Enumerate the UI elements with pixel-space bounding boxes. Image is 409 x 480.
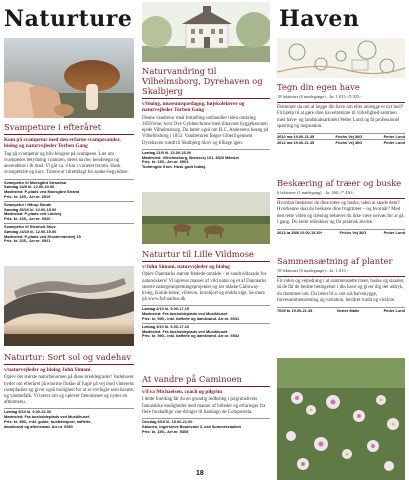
- article-subtitle: v/Eva Michaelsen, coach og pilgrim: [142, 389, 223, 395]
- article-meta: 6 lektioner (1 mødegang) – kr. 460,-/* 430,-: [277, 190, 355, 195]
- section-heading-naturture: Naturture: [4, 6, 133, 32]
- article-body: Få viden og vejledning i at sammensætte træer, buske og stauder, så de får de bedste betingelser i din have og giver dig det udtryk, du drømmer om. Du lærer bl.a. om sol/halvskygge, farvesammensætning og variation, hel/året rundt og vind/læ.: [277, 279, 405, 303]
- column-left: [4, 0, 134, 480]
- article-title: Sammensætning af planter: [277, 256, 393, 266]
- garden-plan-photo: [277, 38, 405, 78]
- article-svampeture: [4, 122, 134, 244]
- article-meta: 18 lektioner (6 mødegange) – kr. 1.015,-/5 925,-: [277, 94, 362, 99]
- article-title: Beskæring af træer og buske: [277, 178, 402, 188]
- article-body: I dette foredrag får du en grundig indføring i pilgrimslivets fantastiske muligheder med masser af billeder og erfaringer fra flere forskellige van-dringer til Santiago de Compostela.: [142, 397, 266, 415]
- course-row[interactable]: 2613 lø 28/8 10.00-15.30* Frichs Vej 36G Peder Lund: [277, 230, 405, 236]
- article-meta: 18 lektioner (6 mødegange) – kr. 1.015,-: [277, 268, 349, 273]
- article-subtitle: v/biolog, museumspædagog, højskolelærer og naturvejleder Torben Gang: [142, 101, 245, 114]
- article-body: Hvordan beskærer du dine træer og buske, uden at skade dem? Hvorhenne skal du beskære dine frugttræer – og hvornår? Med den rette viden og træning behøver du ikke være nervøs for at gå i gang. Du lærer teknikker og får praktisk øvelse.: [277, 201, 404, 225]
- article-title: Naturtur til Lille Vildmose: [142, 249, 254, 259]
- section-heading-haven: Haven: [279, 6, 360, 32]
- event-info: Svampetur til Moesgård Strandsø Søndag 24/9 kl. 12.00-15.00 Mødested: P-plads ved Moesgård Strand Pris: kr. 225,- Arr.nr. 6919 Svampetur i Hårup Sande Søndag 30/10 kl. 12.00-15.00 Mødested: P-plads ved Lindvej Pris: kr. 225,- Arr.nr. 6920 Svampetur til Stenholt Skov Søndag 24/10 kl. 12.00-15.00 Mødested: P-plads ved Klostervandvej 29 Pris: kr. 225,- Arr.nr. 6921: [4, 179, 134, 245]
- event-info: Lørdag 21/9 kl. 13.00-15.00 Mødested: Vilhelmsborg, Bedervej 101, 8320 Mårslet Pris: kr. 150,- Arr.nr. 6903 Turlængde 5 km. Husk godt fodtøj.: [142, 149, 270, 170]
- article-body: Oplev Danmarks største fredede område – et sandt eldorado for naturelskere! Vi oplever masser af vild natur og et af Danmarks største naturgenopretningsprojekter og ser måske Galloway-kvæg, Konik-heste, vildsvin, kronhjort og endda ulge. Se mere på www.fof-aarhus.dk: [142, 272, 267, 303]
- starling-flock-photo: [4, 266, 134, 346]
- article-lille-vildmose: [142, 249, 270, 339]
- article-sort-sol: [4, 352, 134, 430]
- article-body: Oplev det største naturfænomen på disse breddegrader! Vadehavet byder om efteråret på enorme flokke af fugle på vej mod vinterens rastepladser og giver også mulighed for at se rovfugle som havørn og vandrefalk. Vi bærer om og oplever fænomenet og nyder en aftenmenu.: [4, 375, 134, 406]
- event-info: Lørdag 2/10 kl. 9.00-17.15 Mødested: Fra busholdeplads ved Musikhuset Pris: kr. 590,- inkl. kaffe/te og damkvand. Arr.nr. 6931 Lørdag 3/10 kl. 9.00-17.15 Mødested: Fra busholdeplads ved Musikhuset Pris: kr. 590,- inkl. kaffe/te og damkvand. Arr.nr. 6932: [142, 305, 270, 339]
- course-row[interactable]: 2612 ma 19.00-21.45 Frichs Vej 36G Peder Lund: [277, 140, 405, 146]
- course-row[interactable]: 2610 ma 19.00-21.45 Frichs Vej 36G Peder Lund: [277, 134, 405, 140]
- article-sammensaetning: [277, 256, 405, 313]
- article-vilhelmsborg: [142, 66, 270, 170]
- flower-garden-photo: [277, 358, 405, 480]
- article-title: Naturvandring til Vilhelmsborg, Dyrehaven og Skalbjerg: [142, 66, 263, 96]
- mushroom-photo: [4, 38, 134, 118]
- article-tegn-have: [277, 82, 405, 145]
- wild-horses-photo: [142, 192, 270, 244]
- article-subtitle: Kom på svampetur med den erfarne svampesamler, biolog og naturvejleder Torben Gang: [4, 137, 121, 150]
- article-title: Tegn din egen have: [277, 82, 360, 92]
- article-body: Denne vandretur med fortælling omhandler tiden omkring 1850'erne, hvor Ove Gyldenchrone med tilnavnet byggebaronen ejede Vilhelmsborg. Du hører også om H.C. Andersens besøg på Vilhelmsborg i 1853. Vandreturen følger Giberå gennem Dyrehaven rundt til Skalbjerg Skov og tilbage igen.: [142, 115, 269, 146]
- manor-house-photo: [142, 2, 270, 62]
- article-body: Tag på svampetur og bliv klogere på svampene. Lær om svampenes betydning i naturen, deres navne, kendetegn og anvendelse i & mad. Vi går ca. 4 km i varieret terræn. Husk svampebrile og kurv. Turene er tilrettelagt for sanke-begyndere.: [4, 151, 129, 176]
- article-subtitle: v/John Simoni, naturvejleder og biolog: [142, 264, 230, 270]
- column-right: [277, 0, 405, 480]
- event-info: Lørdag 9/10 kl. 9.00-22.30 Mødested: Fra busholdeplads ved Musikhuset Pris: kr. 850,- inkl. guide, busfransport, kaffe/te, damkvand og aftensmad. Arr.nr. 6930: [4, 408, 134, 429]
- article-body: Drømmer du om at lægge din have om eller anlægge et nyt bed? Få hjælp til at gøre dine havedrømme til virkelighed sammen med have- og landskabsarkitekt Peder Lund og få professionel sparring og inspiration.: [277, 105, 403, 129]
- column-middle: [142, 0, 270, 480]
- article-title: Naturtur: Sort sol og vadehav: [4, 352, 132, 362]
- article-title: Svampeture i efteråret: [4, 122, 102, 132]
- article-beskaering: [277, 178, 405, 235]
- page-number: 18: [196, 470, 204, 477]
- article-caminoen: [142, 374, 270, 434]
- article-title: At vandre på Caminoen: [142, 374, 242, 384]
- course-row[interactable]: 7005 to 19.00-21.45 Vester Mølle Peder Lund: [277, 308, 405, 314]
- event-info: Onsdag 6/10 kl. 19.00-21.00 Salonen, Ingerslevs Boulevard 3, ved Sommerstadien Pris: kr. 150,- Arr.nr. 5305: [142, 418, 270, 434]
- article-subtitle: v/naturvejleder og biolog John Simoni: [4, 367, 91, 373]
